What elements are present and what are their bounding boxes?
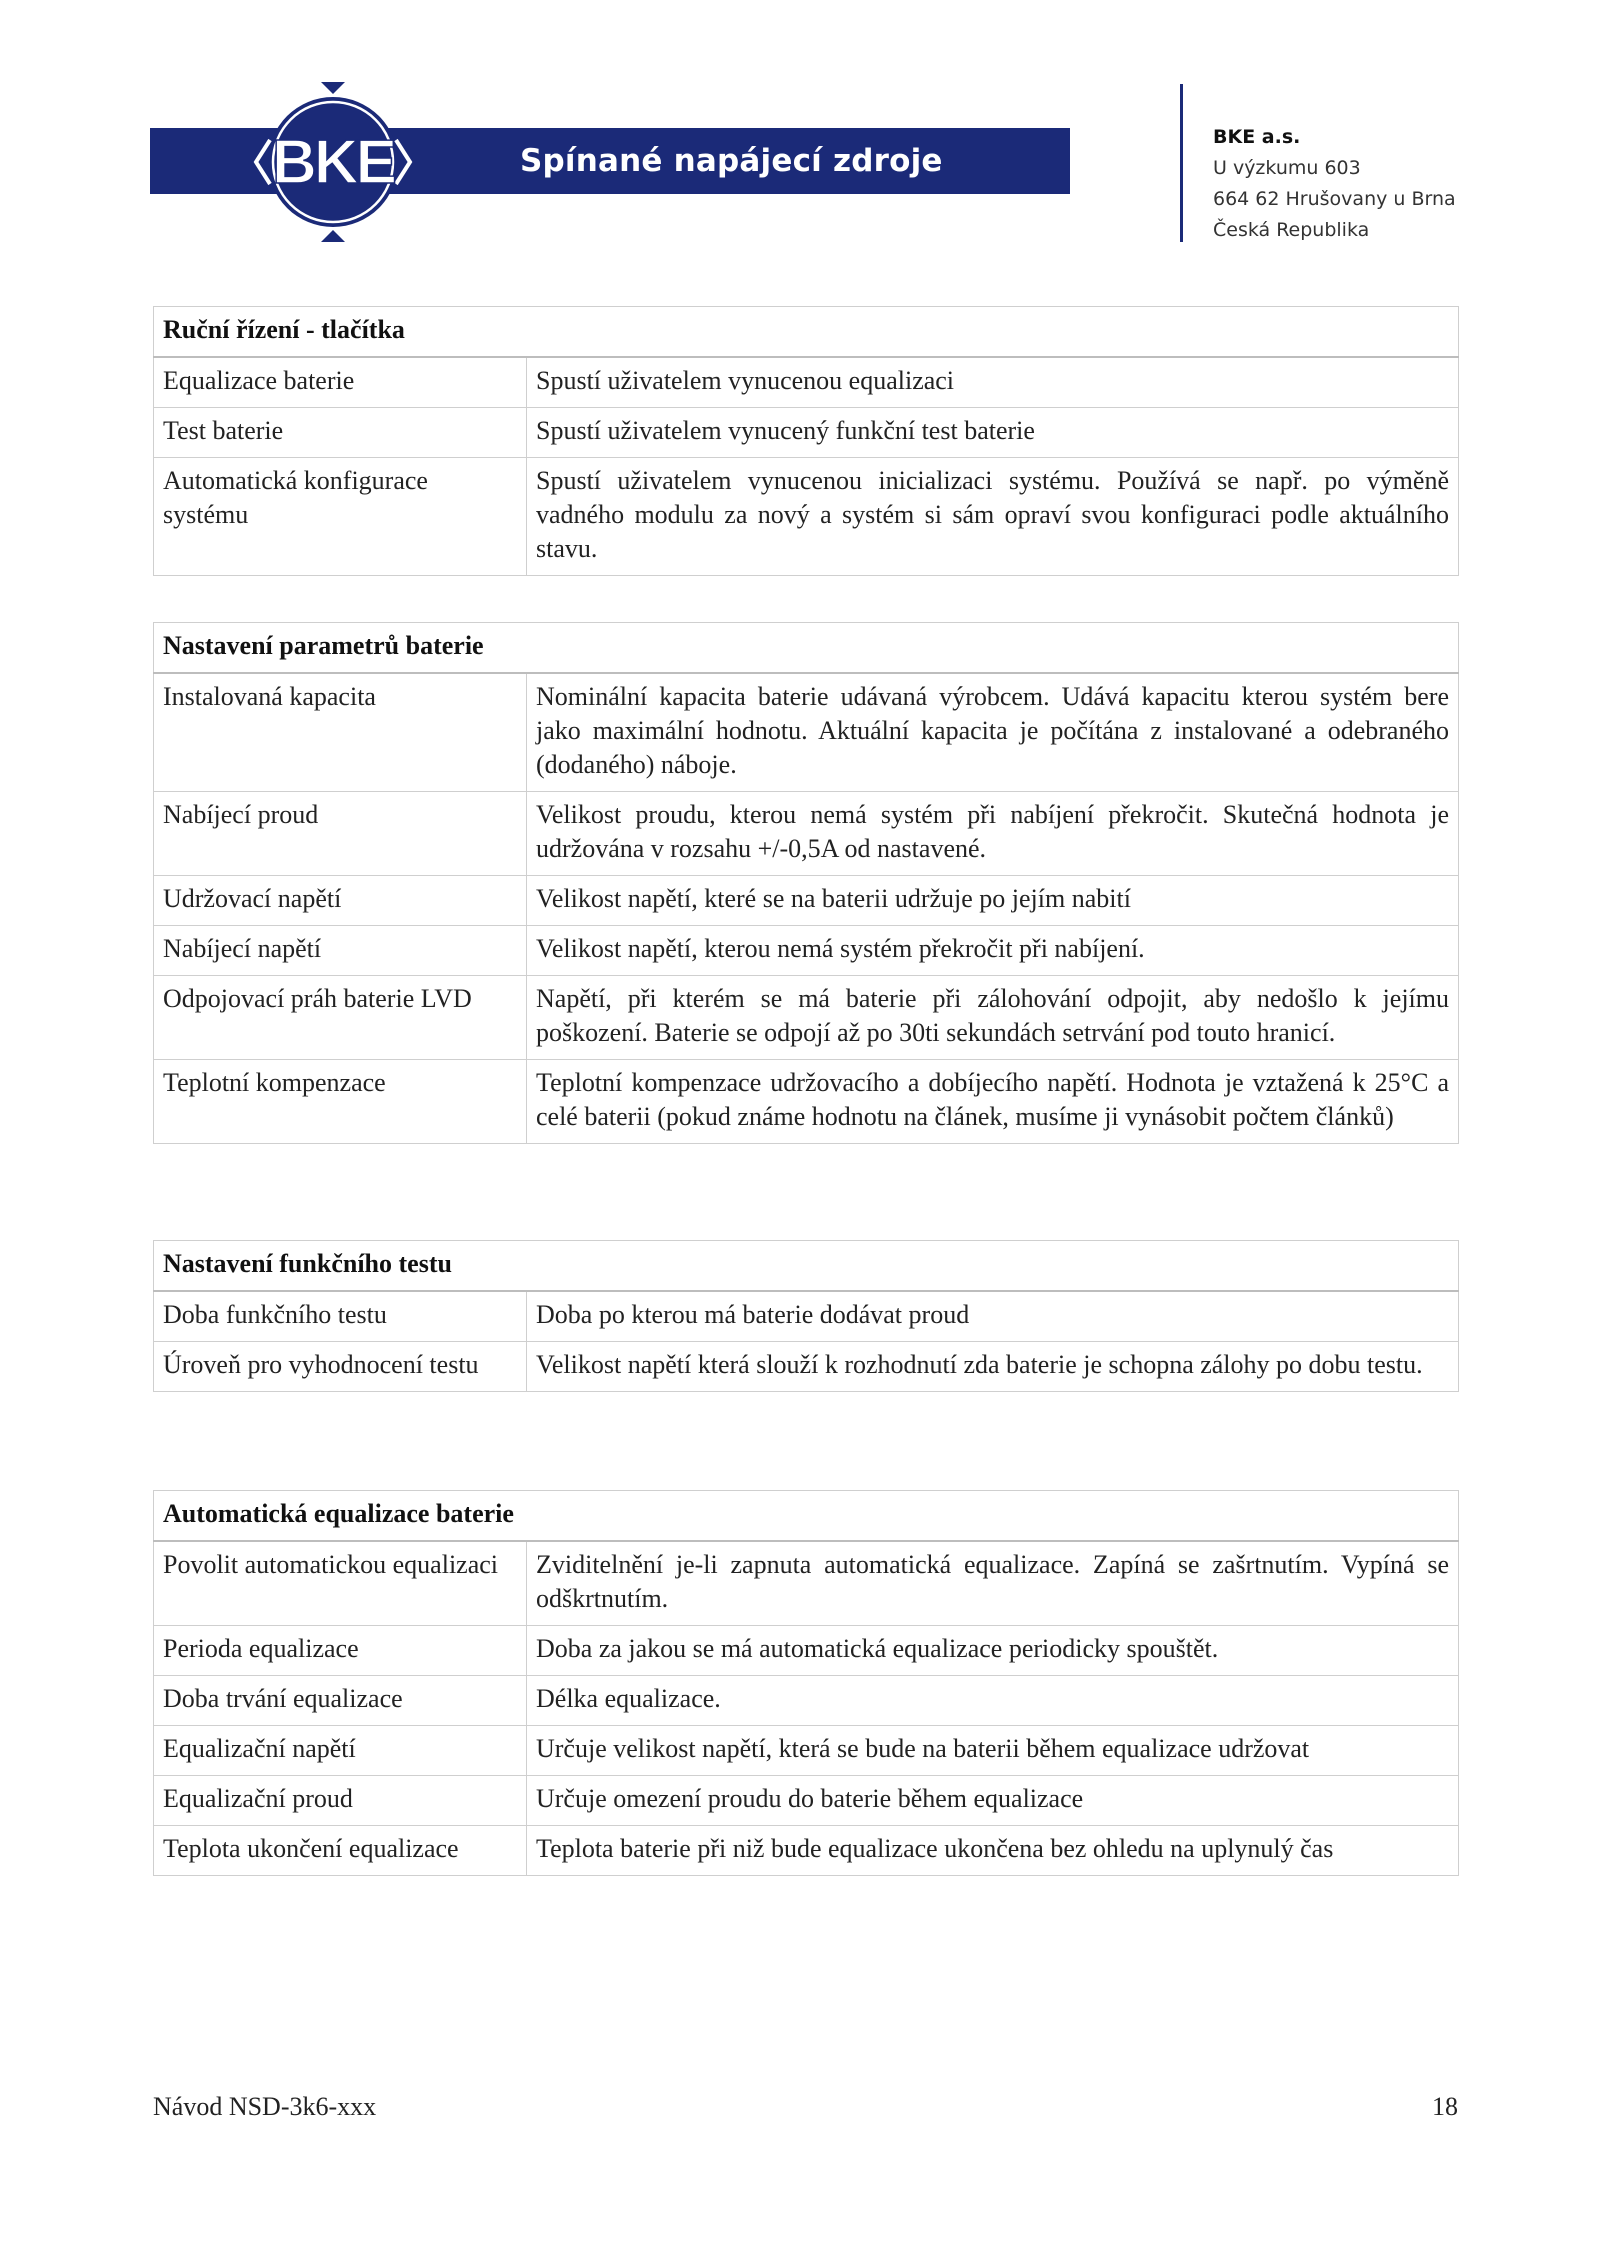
- row-label: Odpojovací práh baterie LVD: [154, 976, 527, 1060]
- table-title: Nastavení funkčního testu: [154, 1241, 1459, 1292]
- row-description: Spustí uživatelem vynucenou equalizaci: [527, 357, 1459, 408]
- row-description: Délka equalizace.: [527, 1676, 1459, 1726]
- row-description: Velikost napětí, které se na baterii udržuje po jejím nabití: [527, 876, 1459, 926]
- row-label: Teplotní kompenzace: [154, 1060, 527, 1144]
- row-description: Velikost proudu, kterou nemá systém při nabíjení překročit. Skutečná hodnota je udržována v rozsahu +/-0,5A od nastavené.: [527, 792, 1459, 876]
- row-label: Úroveň pro vyhodnocení testu: [154, 1342, 527, 1392]
- company-name: BKE a.s.: [1213, 126, 1301, 148]
- logo-text: BKE: [272, 128, 394, 197]
- address-city: 664 62 Hrušovany u Brna: [1213, 188, 1456, 210]
- row-label: Doba trvání equalizace: [154, 1676, 527, 1726]
- table-row: [154, 1060, 1459, 1144]
- table-row: [154, 876, 1459, 926]
- row-label: Udržovací napětí: [154, 876, 527, 926]
- bke-logo: [248, 82, 418, 242]
- row-description: Velikost napětí, kterou nemá systém překročit při nabíjení.: [527, 926, 1459, 976]
- footer-page-number: 18: [1432, 2092, 1458, 2121]
- table-title: Automatická equalizace baterie: [154, 1491, 1459, 1542]
- row-label: Nabíjecí napětí: [154, 926, 527, 976]
- address-street: U výzkumu 603: [1213, 157, 1361, 179]
- table-row: [154, 976, 1459, 1060]
- row-description: Doba po kterou má baterie dodávat proud: [527, 1291, 1459, 1342]
- table-row: [154, 926, 1459, 976]
- row-label: Povolit automatickou equalizaci: [154, 1541, 527, 1626]
- table-row: [154, 1676, 1459, 1726]
- table-title: Ruční řízení - tlačítka: [154, 307, 1459, 358]
- row-description: Velikost napětí která slouží k rozhodnutí zda baterie je schopna zálohy po dobu testu.: [527, 1342, 1459, 1392]
- row-description: Teplotní kompenzace udržovacího a dobíjecího napětí. Hodnota je vztažená k 25°C a celé baterii (pokud známe hodnotu na článek, musíme ji vynásobit počtem článků): [527, 1060, 1459, 1144]
- row-label: Teplota ukončení equalizace: [154, 1826, 527, 1876]
- row-description: Teplota baterie při niž bude equalizace ukončena bez ohledu na uplynulý čas: [527, 1826, 1459, 1876]
- row-label: Test baterie: [154, 408, 527, 458]
- row-label: Automatická konfigurace systému: [154, 458, 527, 576]
- row-description: Spustí uživatelem vynucený funkční test baterie: [527, 408, 1459, 458]
- table-manual-control: [153, 306, 1459, 576]
- company-address: [1213, 122, 1456, 246]
- table-row: [154, 1776, 1459, 1826]
- table-row: [154, 1626, 1459, 1676]
- table-row: [154, 1826, 1459, 1876]
- row-label: Equalizační napětí: [154, 1726, 527, 1776]
- row-description: Spustí uživatelem vynucenou inicializaci systému. Používá se např. po výměně vadného modulu za nový a systém si sám opraví svou konfiguraci podle aktuálního stavu.: [527, 458, 1459, 576]
- table-title: Nastavení parametrů baterie: [154, 623, 1459, 674]
- row-description: Určuje omezení proudu do baterie během equalizace: [527, 1776, 1459, 1826]
- row-label: Equalizace baterie: [154, 357, 527, 408]
- row-description: Napětí, při kterém se má baterie při zálohování odpojit, aby nedošlo k jejímu poškození. Baterie se odpojí až po 30ti sekundách setrvání pod touto hranicí.: [527, 976, 1459, 1060]
- table-row: [154, 1726, 1459, 1776]
- footer-document-name: Návod NSD-3k6-xxx: [153, 2092, 377, 2121]
- table-row: [154, 1291, 1459, 1342]
- banner-title: Spínané napájecí zdroje: [520, 143, 943, 179]
- row-description: Nominální kapacita baterie udávaná výrobcem. Udává kapacitu kterou systém bere jako maximální hodnotu. Aktuální kapacita je počítána z instalované a odebraného (dodaného) náboje.: [527, 673, 1459, 792]
- row-label: Instalovaná kapacita: [154, 673, 527, 792]
- table-row: [154, 357, 1459, 408]
- row-label: Perioda equalizace: [154, 1626, 527, 1676]
- table-row: [154, 1342, 1459, 1392]
- row-label: Equalizační proud: [154, 1776, 527, 1826]
- table-row: [154, 673, 1459, 792]
- row-description: Určuje velikost napětí, která se bude na baterii během equalizace udržovat: [527, 1726, 1459, 1776]
- header-divider: [1180, 84, 1183, 242]
- table-row: [154, 1541, 1459, 1626]
- table-auto-equalization: [153, 1490, 1459, 1876]
- row-label: Doba funkčního testu: [154, 1291, 527, 1342]
- table-battery-parameters: [153, 622, 1459, 1144]
- table-row: [154, 408, 1459, 458]
- table-row: [154, 792, 1459, 876]
- row-description: Doba za jakou se má automatická equalizace periodicky spouštět.: [527, 1626, 1459, 1676]
- table-function-test: [153, 1240, 1459, 1392]
- row-label: Nabíjecí proud: [154, 792, 527, 876]
- address-country: Česká Republika: [1213, 219, 1370, 241]
- row-description: Zviditelnění je-li zapnuta automatická equalizace. Zapíná se zašrtnutím. Vypíná se odškrtnutím.: [527, 1541, 1459, 1626]
- table-row: [154, 458, 1459, 576]
